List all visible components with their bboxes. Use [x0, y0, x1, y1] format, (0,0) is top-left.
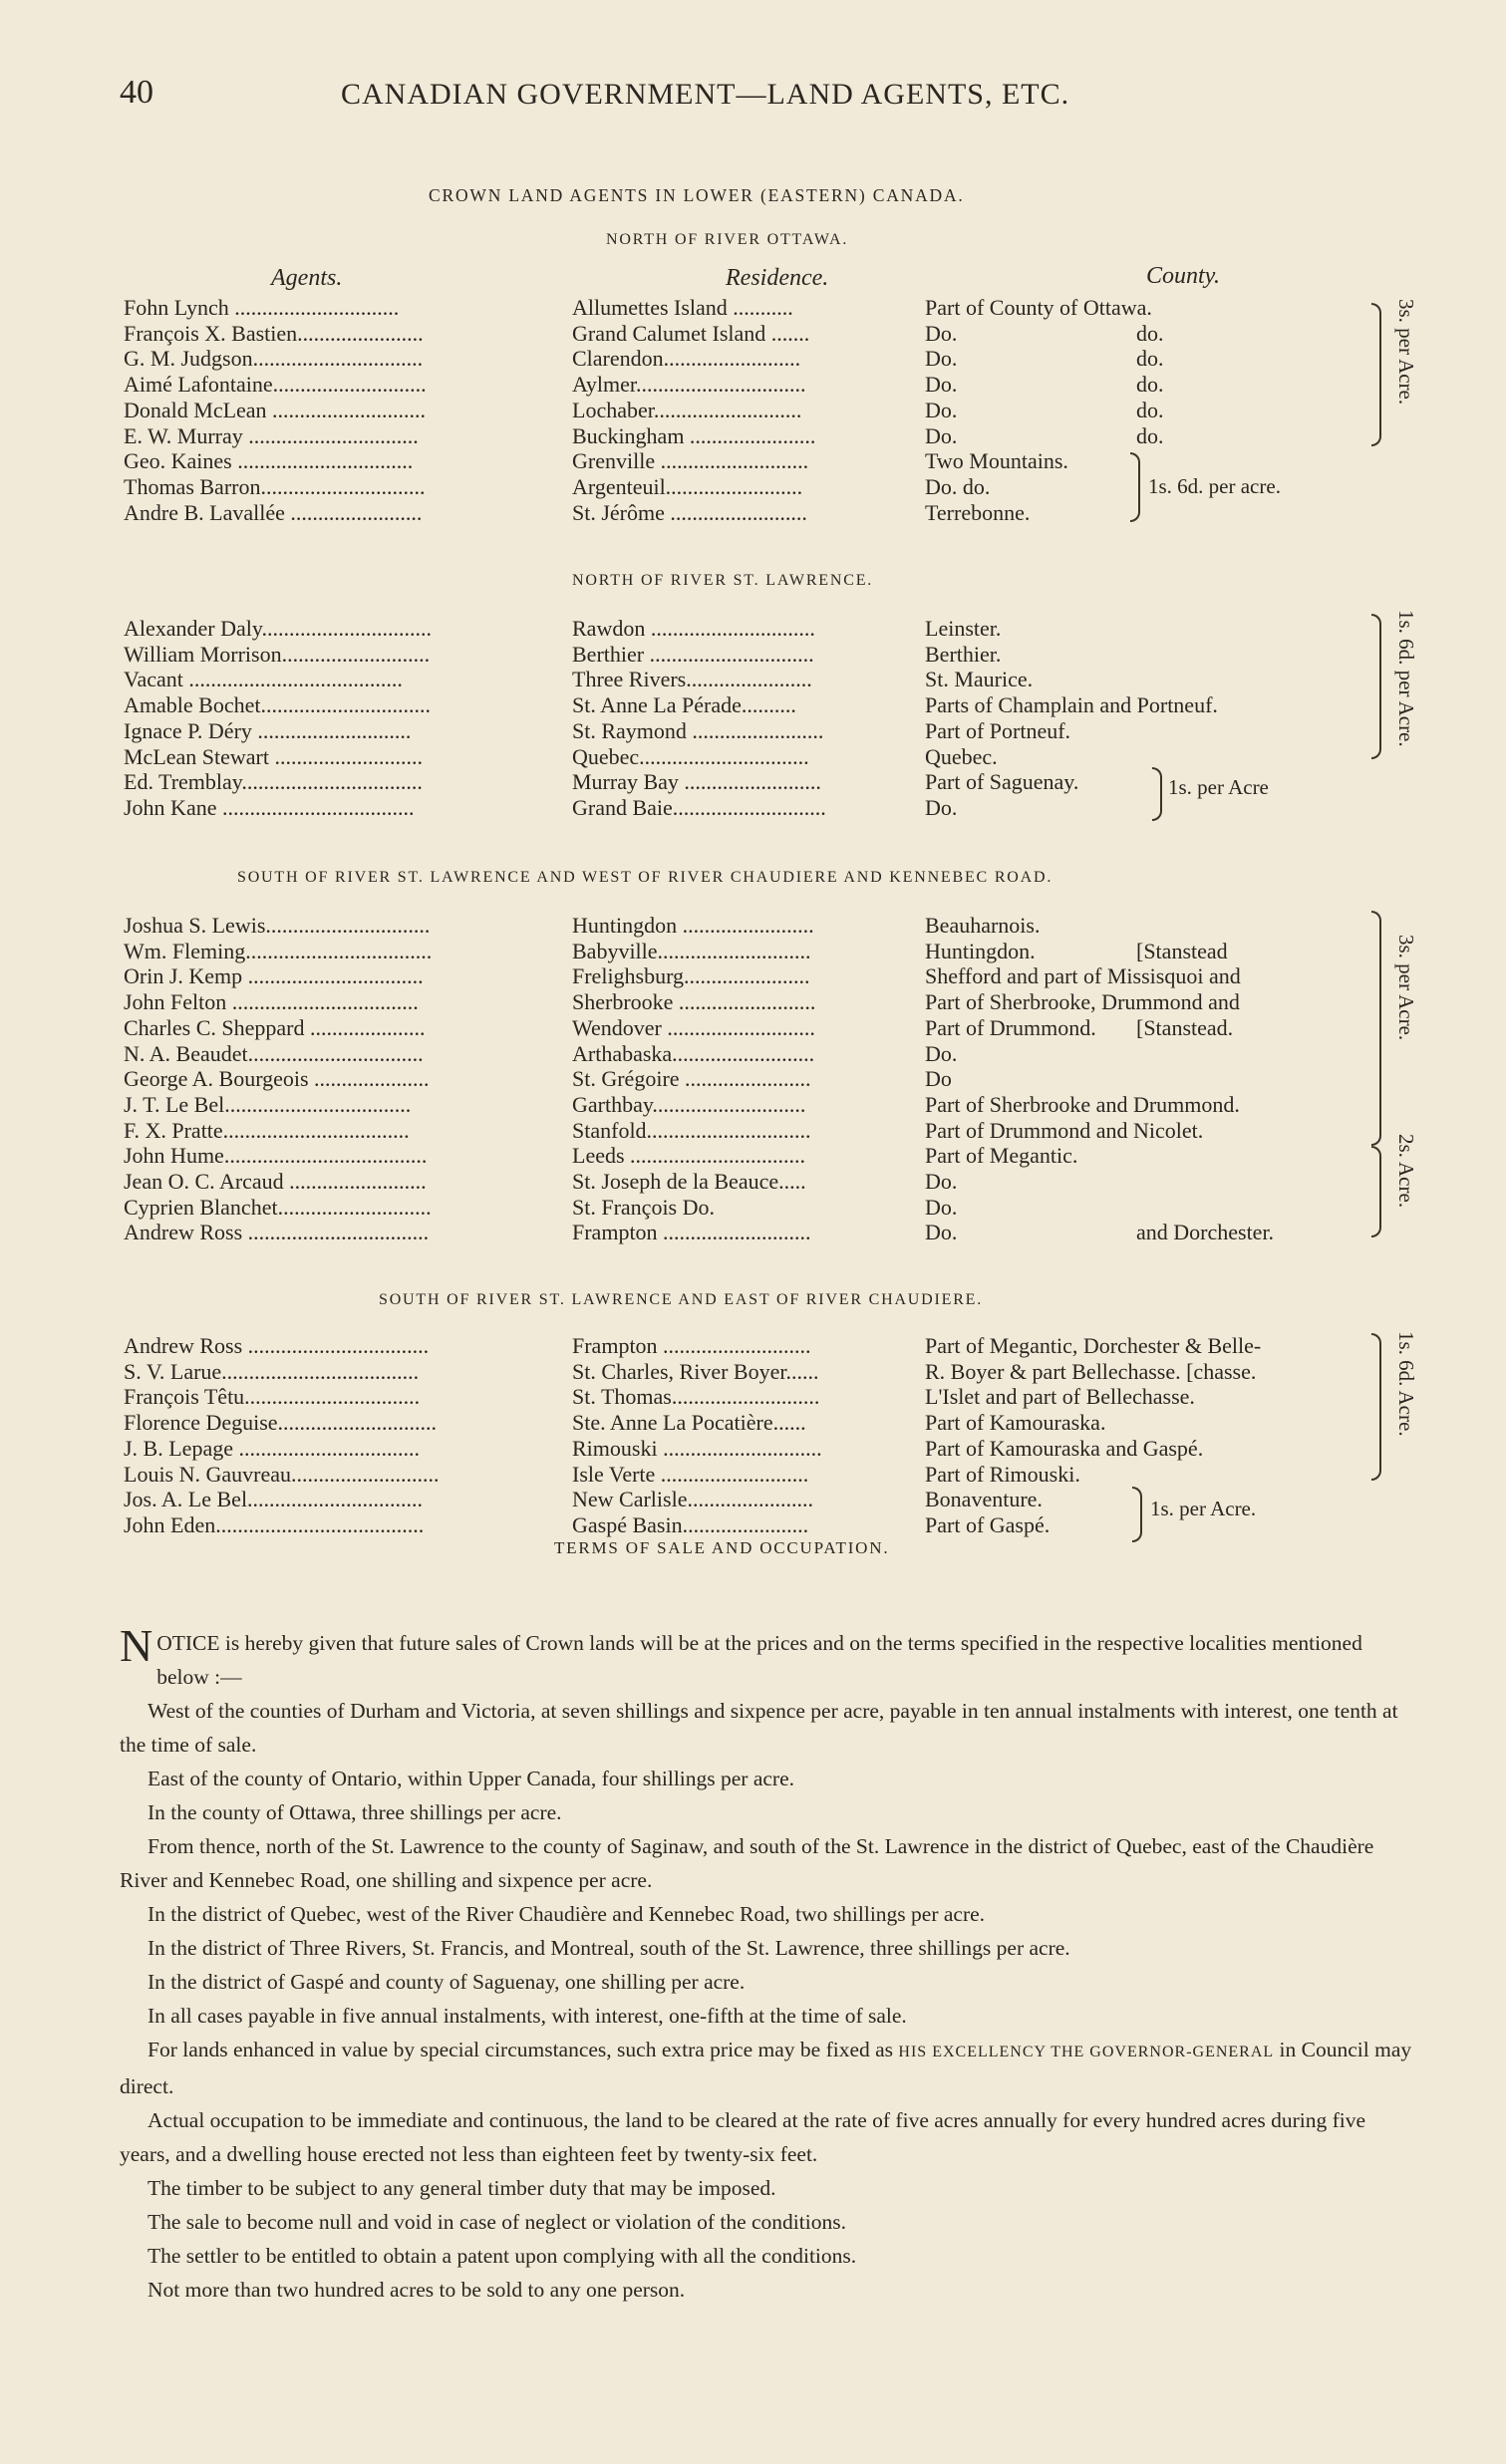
rate-brace: [1371, 614, 1381, 759]
county-cell: Parts of Champlain and Portneuf.: [925, 692, 1218, 718]
table-row: [124, 692, 1359, 718]
residence-cell: Grand Baie............................: [572, 794, 826, 820]
county-extra-cell: and Dorchester.: [1136, 1220, 1275, 1245]
table-title: CROWN LAND AGENTS IN LOWER (EASTERN) CANADA.: [429, 185, 965, 205]
table-row: [124, 963, 1359, 989]
agent-cell: Jos. A. Le Bel................................: [124, 1487, 424, 1512]
residence-cell: St. Jérôme .........................: [572, 499, 807, 525]
agent-cell: N. A. Beaudet................................: [124, 1040, 424, 1066]
agent-cell: Geo. Kaines ................................: [124, 448, 414, 474]
residence-cell: Frampton ...........................: [572, 1220, 811, 1245]
county-cell: Part of Portneuf.: [925, 717, 1071, 743]
county-cell: Part of Sherbrooke, Drummond and: [925, 989, 1240, 1015]
agent-cell: Florence Deguise.............................: [124, 1410, 438, 1436]
county-extra-cell: [Stanstead: [1136, 938, 1228, 963]
residence-cell: Grenville ...........................: [572, 448, 809, 474]
residence-cell: St. Charles, River Boyer......: [572, 1358, 819, 1384]
county-cell: Do.: [925, 1220, 958, 1245]
terms-paragraph: West of the counties of Durham and Victoria, at seven shillings and sixpence per acre, payable in ten annual instalments with interest, one tenth at the time of sale.: [120, 1699, 1398, 1757]
county-cell: Do. do.: [925, 473, 991, 499]
terms-paragraph: Actual occupation to be immediate and continuous, the land to be cleared at the rate of five acres annually for every hundred acres during five years, and a dwelling house erected not less than eighteen feet by twenty-six feet.: [120, 2108, 1366, 2166]
agent-cell: Vacant .......................................: [124, 667, 403, 692]
county-extra-cell: do.: [1136, 397, 1164, 422]
table-row: [124, 398, 1359, 423]
agent-cell: John Felton ..................................: [124, 989, 419, 1015]
terms-body: [120, 1620, 1415, 2307]
rate-label: 1s. 6d. per acre.: [1148, 474, 1281, 498]
agent-cell: Joshua S. Lewis..............................: [124, 913, 431, 938]
county-cell: R. Boyer & part Bellechasse. [chasse.: [925, 1358, 1257, 1384]
residence-cell: Frelighsburg.......................: [572, 963, 810, 989]
county-cell: Part of Kamouraska.: [925, 1410, 1106, 1436]
table-row: [124, 939, 1359, 964]
section-title: NORTH OF RIVER OTTAWA.: [606, 231, 849, 248]
agent-cell: Andrew Ross .................................: [124, 1333, 430, 1358]
agent-cell: John Hume.....................................: [124, 1143, 428, 1169]
agent-cell: S. V. Larue....................................: [124, 1358, 420, 1384]
residence-cell: Huntingdon ........................: [572, 913, 814, 938]
terms-paragraph: The sale to become null and void in case of neglect or violation of the conditions.: [148, 2210, 846, 2234]
table-row: [124, 321, 1359, 347]
county-extra-cell: do.: [1136, 422, 1164, 448]
residence-cell: Sherbrooke .........................: [572, 989, 816, 1015]
residence-cell: Gaspé Basin.......................: [572, 1511, 809, 1537]
county-cell: Part of Saguenay.: [925, 769, 1079, 795]
section-title: SOUTH OF RIVER ST. LAWRENCE AND WEST OF RIVER CHAUDIERE AND KENNEBEC ROAD.: [237, 869, 1054, 886]
terms-paragraph: Not more than two hundred acres to be sold to any one person.: [148, 2278, 686, 2302]
county-cell: Berthier.: [925, 641, 1002, 667]
terms-paragraph: From thence, north of the St. Lawrence to the county of Saginaw, and south of the St. Lawrence in the district of Quebec, east of the Chaudière River and Kennebec Road, one shilling and sixpence per acre.: [120, 1834, 1374, 1892]
table-row: [124, 423, 1359, 449]
agent-cell: Thomas Barron..............................: [124, 473, 426, 499]
page-number: 40: [120, 74, 153, 111]
agent-cell: J. B. Lepage .................................: [124, 1435, 420, 1461]
county-cell: St. Maurice.: [925, 667, 1034, 692]
county-cell: Part of Gaspé.: [925, 1511, 1051, 1537]
col-header-agents: Agents.: [271, 265, 343, 291]
terms-title: TERMS OF SALE AND OCCUPATION.: [554, 1538, 890, 1557]
terms-paragraph: In the district of Gaspé and county of Saguenay, one shilling per acre.: [148, 1970, 746, 1994]
rate-brace: [1132, 1487, 1142, 1542]
residence-cell: Berthier ..............................: [572, 641, 814, 667]
table-row: [124, 1462, 1359, 1488]
rate-brace: [1371, 1333, 1381, 1481]
table-row: [124, 1359, 1359, 1385]
county-cell: Do.: [925, 1040, 958, 1066]
table-row: [124, 295, 1359, 321]
rate-label: 3s. per Acre.: [1394, 299, 1418, 406]
terms-paragraph: The timber to be subject to any general timber duty that may be imposed.: [148, 2176, 776, 2200]
residence-cell: Rawdon ..............................: [572, 616, 815, 641]
county-cell: Do.: [925, 794, 958, 820]
col-header-residence: Residence.: [726, 265, 829, 291]
rate-label: 1s. per Acre.: [1150, 1497, 1257, 1520]
table-row: [124, 744, 1359, 770]
table-row: [124, 1384, 1359, 1410]
residence-cell: Arthabaska..........................: [572, 1040, 815, 1066]
county-cell: Part of Megantic, Dorchester & Belle-: [925, 1333, 1262, 1358]
agent-cell: Alexander Daly...............................: [124, 616, 432, 641]
residence-cell: New Carlisle.......................: [572, 1487, 813, 1512]
agent-cell: François Têtu................................: [124, 1384, 421, 1410]
county-cell: Do.: [925, 320, 958, 346]
table-row: [124, 1333, 1359, 1359]
terms-paragraph: The settler to be entitled to obtain a patent upon complying with all the conditions.: [148, 2244, 857, 2268]
agent-cell: J. T. Le Bel..................................: [124, 1091, 412, 1117]
table-row: [124, 718, 1359, 744]
table-row: [124, 616, 1359, 642]
county-extra-cell: do.: [1136, 320, 1164, 346]
table-row: [124, 1118, 1359, 1144]
rate-label: 2s. Acre.: [1394, 1134, 1418, 1209]
county-cell: Do.: [925, 372, 958, 398]
agent-cell: Andrew Ross .................................: [124, 1220, 430, 1245]
residence-cell: Stanfold..............................: [572, 1117, 811, 1143]
page-header: [120, 68, 1216, 118]
residence-cell: Ste. Anne La Pocatière......: [572, 1410, 806, 1436]
agent-cell: Aimé Lafontaine............................: [124, 372, 427, 398]
table-row: [124, 346, 1359, 372]
table-row: [124, 1092, 1359, 1118]
table-row: [124, 1015, 1359, 1041]
agent-cell: Andre B. Lavallée ........................: [124, 499, 423, 525]
running-title: CANADIAN GOVERNMENT—LAND AGENTS, ETC.: [341, 78, 1070, 111]
agent-cell: Fohn Lynch ..............................: [124, 295, 400, 320]
county-cell: Part of Sherbrooke and Drummond.: [925, 1091, 1240, 1117]
agent-cell: François X. Bastien.......................: [124, 320, 424, 346]
agent-cell: Ed. Tremblay.................................: [124, 769, 423, 795]
county-cell: Part of Kamouraska and Gaspé.: [925, 1435, 1204, 1461]
residence-cell: Three Rivers.......................: [572, 667, 812, 692]
agent-cell: George A. Bourgeois .....................: [124, 1066, 430, 1092]
residence-cell: Buckingham .......................: [572, 422, 816, 448]
county-cell: Do.: [925, 422, 958, 448]
rate-brace: [1371, 911, 1381, 1146]
residence-cell: Quebec...............................: [572, 743, 809, 769]
residence-cell: St. François Do.: [572, 1194, 715, 1220]
county-cell: Terrebonne.: [925, 499, 1031, 525]
table-row: [124, 500, 1359, 526]
residence-cell: St. Joseph de la Beauce.....: [572, 1169, 806, 1194]
county-cell: Huntingdon.: [925, 938, 1036, 963]
county-extra-cell: do.: [1136, 372, 1164, 398]
notice-paragraph: [120, 1620, 1415, 1694]
table-row: [124, 667, 1359, 692]
residence-cell: Grand Calumet Island .......: [572, 320, 810, 346]
table-row: [124, 1220, 1359, 1245]
table-row: [124, 1410, 1359, 1436]
col-header-county: County.: [1146, 263, 1221, 289]
residence-cell: St. Thomas...........................: [572, 1384, 820, 1410]
county-cell: Quebec.: [925, 743, 998, 769]
residence-cell: Lochaber...........................: [572, 397, 802, 422]
rate-brace: [1152, 767, 1162, 821]
rate-brace: [1371, 303, 1381, 446]
governor-smallcaps: HIS EXCELLENCY THE GOVERNOR-GENERAL: [898, 2044, 1275, 2060]
residence-cell: Frampton ...........................: [572, 1333, 811, 1358]
residence-cell: Babyville............................: [572, 938, 811, 963]
county-cell: Beauharnois.: [925, 913, 1041, 938]
table-row: [124, 913, 1359, 939]
terms-paragraph: In the district of Three Rivers, St. Francis, and Montreal, south of the St. Lawrence, three shillings per acre.: [148, 1936, 1070, 1960]
agent-cell: G. M. Judgson...............................: [124, 346, 424, 372]
agent-cell: Cyprien Blanchet............................: [124, 1194, 432, 1220]
rate-label: 1s. 6d. per Acre.: [1394, 610, 1418, 747]
terms-paragraph: In the county of Ottawa, three shillings per acre.: [148, 1800, 562, 1824]
rate-brace: [1130, 452, 1140, 522]
county-cell: Do.: [925, 397, 958, 422]
agent-cell: Orin J. Kemp ................................: [124, 963, 424, 989]
county-cell: Do: [925, 1066, 952, 1092]
county-cell: L'Islet and part of Bellechasse.: [925, 1384, 1195, 1410]
agent-cell: John Eden......................................: [124, 1511, 425, 1537]
residence-cell: St. Anne La Pérade..........: [572, 692, 796, 718]
residence-cell: Argenteuil.........................: [572, 473, 803, 499]
county-cell: Part of Megantic.: [925, 1143, 1078, 1169]
drop-cap: N: [120, 1620, 153, 1671]
table-row: [124, 1041, 1359, 1067]
county-extra-cell: do.: [1136, 346, 1164, 372]
agent-cell: F. X. Pratte..................................: [124, 1117, 410, 1143]
table-row: [124, 1169, 1359, 1195]
residence-cell: Isle Verte ...........................: [572, 1461, 809, 1487]
county-cell: Shefford and part of Missisquoi and: [925, 963, 1241, 989]
section-title: SOUTH OF RIVER ST. LAWRENCE AND EAST OF RIVER CHAUDIERE.: [379, 1291, 984, 1308]
rate-label: 1s. per Acre: [1168, 775, 1269, 799]
table-row: [124, 989, 1359, 1015]
residence-cell: Allumettes Island ...........: [572, 295, 793, 320]
rate-label: 1s. 6d. Acre.: [1394, 1331, 1418, 1437]
rate-brace: [1371, 1146, 1381, 1237]
county-cell: Part of Drummond and Nicolet.: [925, 1117, 1204, 1143]
agent-cell: Charles C. Sheppard .....................: [124, 1014, 426, 1040]
county-cell: Leinster.: [925, 616, 1002, 641]
notice-text: OTICE is hereby given that future sales of Crown lands will be at the prices and on the terms specified in the respective localities mentioned below :—: [156, 1631, 1362, 1689]
terms-paragraph: East of the county of Ontario, within Upper Canada, four shillings per acre.: [148, 1767, 794, 1790]
agent-cell: McLean Stewart ...........................: [124, 743, 423, 769]
terms-paragraph: For lands enhanced in value by special circumstances, such extra price may be fixed as HIS EXCELLENCY THE GOVERNOR-GENERAL in Council may direct.: [120, 2038, 1412, 2098]
county-cell: Do.: [925, 1169, 958, 1194]
terms-paragraph: In all cases payable in five annual instalments, with interest, one-fifth at the time of sale.: [148, 2004, 907, 2028]
table-row: [124, 1066, 1359, 1092]
table-row: [124, 1143, 1359, 1169]
county-cell: Bonaventure.: [925, 1487, 1043, 1512]
agent-cell: Wm. Fleming..................................: [124, 938, 433, 963]
terms-paragraph: In the district of Quebec, west of the River Chaudière and Kennebec Road, two shillings per acre.: [148, 1902, 986, 1926]
county-extra-cell: [Stanstead.: [1136, 1014, 1234, 1040]
county-cell: Two Mountains.: [925, 448, 1068, 474]
table-row: [124, 1436, 1359, 1462]
agent-cell: William Morrison...........................: [124, 641, 431, 667]
county-cell: Part of Rimouski.: [925, 1461, 1080, 1487]
agent-cell: John Kane ...................................: [124, 794, 415, 820]
table-row: [124, 642, 1359, 668]
residence-cell: Garthbay............................: [572, 1091, 806, 1117]
agent-cell: Amable Bochet...............................: [124, 692, 431, 718]
table-row: [124, 372, 1359, 398]
rate-label: 3s. per Acre.: [1394, 935, 1418, 1041]
table-row: [124, 448, 1359, 474]
residence-cell: St. Raymond ........................: [572, 717, 824, 743]
residence-cell: Leeds ................................: [572, 1143, 806, 1169]
residence-cell: Aylmer...............................: [572, 372, 806, 398]
residence-cell: Murray Bay .........................: [572, 769, 821, 795]
agent-cell: Ignace P. Déry ............................: [124, 717, 412, 743]
residence-cell: St. Grégoire .......................: [572, 1066, 811, 1092]
table-row: [124, 1195, 1359, 1221]
agent-cell: E. W. Murray ...............................: [124, 422, 419, 448]
residence-cell: Wendover ...........................: [572, 1014, 815, 1040]
county-cell: Part of Drummond.: [925, 1014, 1096, 1040]
section-title: NORTH OF RIVER ST. LAWRENCE.: [572, 572, 874, 589]
agent-cell: Jean O. C. Arcaud .........................: [124, 1169, 427, 1194]
residence-cell: Rimouski .............................: [572, 1435, 822, 1461]
residence-cell: Clarendon.........................: [572, 346, 801, 372]
county-cell: Do.: [925, 1194, 958, 1220]
agent-cell: Louis N. Gauvreau...........................: [124, 1461, 440, 1487]
agent-cell: Donald McLean ............................: [124, 397, 427, 422]
county-cell: Do.: [925, 346, 958, 372]
county-cell: Part of County of Ottawa.: [925, 295, 1152, 320]
